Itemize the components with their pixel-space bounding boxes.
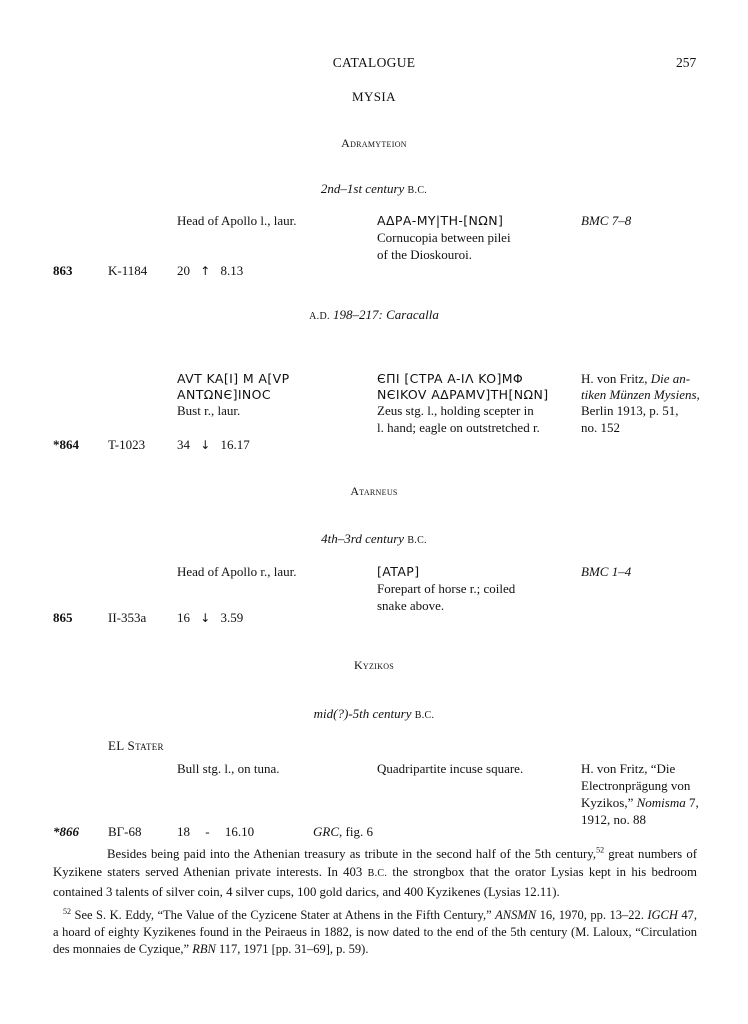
footnote-number: 52 <box>63 906 71 916</box>
inventory-number: II-353a <box>108 610 147 625</box>
period-kyzikos: mid(?)-5th century B.C. <box>313 706 435 721</box>
obverse-description: Head of Apollo l., laur. <box>177 213 297 228</box>
reverse-description-line: l. hand; eagle on outstretched r. <box>377 420 540 435</box>
inventory-number: T-1023 <box>108 437 146 452</box>
reverse-legend: ЄΠΙ [CTPA A-ΙΛ KO]MΦ <box>377 371 524 386</box>
weight: 8.13 <box>220 263 244 278</box>
obverse-description: Bull stg. l., on tuna. <box>177 761 280 776</box>
reverse-legend: NЄIKOV AΔPAMV]TH[NΩN] <box>377 387 549 402</box>
reverse-description-line: snake above. <box>377 598 445 613</box>
reverse-legend: ΑΔΡΑ-ΜΥ|ΤΗ-[ΝΩΝ] <box>377 213 504 228</box>
obverse-description: Head of Apollo r., laur. <box>177 564 297 579</box>
reference-line: Electronprägung von <box>581 778 691 793</box>
catalogue-number: *864 <box>53 437 79 452</box>
city-heading-kyzikos: Kyzikos <box>353 658 395 672</box>
obverse-description: Bust r., laur. <box>177 403 241 418</box>
diameter: 18 <box>177 824 190 839</box>
catalogue-number: 865 <box>53 610 73 625</box>
die-axis-down-icon: ↓ <box>200 438 211 452</box>
reference-line: H. von Fritz, “Die <box>581 761 676 776</box>
reference-line: 1912, no. 88 <box>581 812 646 827</box>
diameter: 34 <box>177 437 190 452</box>
weight: 16.17 <box>220 437 250 452</box>
diameter: 16 <box>177 610 190 625</box>
city-heading-atarneus: Atarneus <box>350 484 398 498</box>
comparison-note: GRC, fig. 6 <box>313 824 373 839</box>
city-heading-adramyteion: Adramyteion <box>341 136 407 150</box>
commentary-paragraph: Besides being paid into the Athenian treasury as tribute in the second half of the 5th century,$^{52}$ great numbers of Kyzikene staters served Athenian private interests. In 403 B.C. the strongbox that the orator Lysias kept in his bedroom contained 3 talents of silver coin, 4 silver cups, 100 gold darics, and 400 Kyzikenes (Lysias 12.11). <box>53 845 697 899</box>
reference: BMC 7–8 <box>581 213 632 228</box>
reverse-legend: [ATAP] <box>377 564 420 579</box>
running-title: CATALOGUE <box>332 55 416 70</box>
footnote-reference: 52 <box>596 845 605 855</box>
period-caracalla: A.D. 198–217: Caracalla <box>309 307 439 322</box>
reverse-description-line: Zeus stg. l., holding scepter in <box>377 403 534 418</box>
period-adramyteion: 2nd–1st century B.C. <box>320 181 428 196</box>
weight: 16.10 <box>224 824 255 839</box>
reverse-description-line: of the Dioskouroi. <box>377 247 472 262</box>
die-axis-down-icon: ↓ <box>200 611 211 625</box>
reference-line: no. 152 <box>581 420 620 435</box>
weight: 3.59 <box>220 610 244 625</box>
running-head <box>0 54 748 71</box>
coin-metrics <box>177 436 250 454</box>
die-axis: - <box>205 824 210 839</box>
obverse-legend: ANTΩNЄ]INOC <box>177 387 272 402</box>
denomination-heading: EL Stater <box>108 738 164 753</box>
inventory-number: K-1184 <box>108 263 148 278</box>
reference: BMC 1–4 <box>581 564 632 579</box>
reference-line: Kyzikos,” Nomisma 7, <box>581 795 699 810</box>
coin-metrics <box>177 609 243 627</box>
coin-metrics <box>177 262 243 280</box>
region-heading: MYSIA <box>352 89 396 104</box>
reference-line: tiken Münzen Mysiens, <box>581 387 700 402</box>
reference-line: H. von Fritz, Die an- <box>581 371 691 386</box>
period-atarneus: 4th–3rd century B.C. <box>321 531 427 546</box>
die-axis-up-icon: ↑ <box>200 264 211 278</box>
page-number: 257 <box>676 55 697 70</box>
footnote: $^{52}$ See S. K. Eddy, “The Value of the Cyzicene Stater at Athens in the Fifth Century,” ANSMN 16, 1970, pp. 13–22. IGCH 47, a hoard of eighty Kyzikenes found in the Peiraeus in 1882, is now dated to the end of the 5th century (M. Laloux, “Circulation des monnaies de Cyzique,” RBN 117, 1971 [pp. 31–69], p. 59). <box>53 906 698 956</box>
reverse-description: Quadripartite incuse square. <box>377 761 524 776</box>
reference-line: Berlin 1913, p. 51, <box>581 403 679 418</box>
catalogue-number: 863 <box>53 263 73 278</box>
obverse-legend: AVT KA[I] M A[VP <box>177 371 290 386</box>
inventory-number: BΓ-68 <box>108 824 142 839</box>
catalogue-number: *866 <box>53 824 79 839</box>
reverse-description-line: Forepart of horse r.; coiled <box>377 581 516 596</box>
diameter: 20 <box>177 263 190 278</box>
coin-metrics <box>177 823 254 840</box>
reverse-description-line: Cornucopia between pilei <box>377 230 511 245</box>
